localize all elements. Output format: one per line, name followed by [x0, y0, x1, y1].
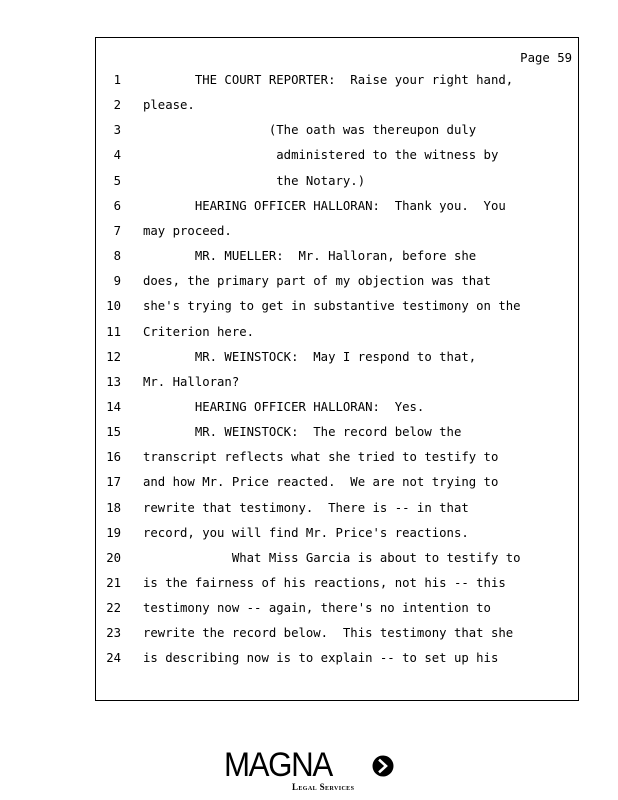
line-text: record, you will find Mr. Price's reactions.	[143, 525, 469, 540]
transcript-line	[96, 347, 580, 367]
line-text: does, the primary part of my objection was that	[143, 274, 491, 289]
transcript-line	[96, 246, 580, 266]
line-number: 3	[113, 123, 121, 138]
line-number: 2	[113, 98, 121, 113]
page-number: Page 59	[520, 51, 572, 65]
line-text: Criterion here.	[143, 324, 255, 339]
transcript-line	[96, 70, 580, 90]
line-text: transcript reflects what she tried to testify to	[143, 450, 499, 465]
transcript-line	[96, 498, 580, 518]
line-number: 22	[106, 601, 121, 616]
line-text: (The oath was thereupon duly	[143, 123, 477, 138]
line-number: 8	[113, 249, 121, 264]
transcript-line	[96, 397, 580, 417]
line-number: 21	[106, 576, 121, 590]
line-text: Mr. Halloran?	[143, 374, 240, 389]
line-number: 18	[106, 500, 121, 515]
transcript-line	[96, 598, 580, 618]
transcript-line	[96, 447, 580, 467]
line-number: 6	[113, 198, 121, 213]
line-number: 20	[106, 550, 121, 565]
transcript-line	[96, 573, 580, 593]
arrow-circle-icon	[372, 755, 394, 777]
line-text: MR. WEINSTOCK: The record below the	[143, 425, 462, 440]
transcript-line	[96, 472, 580, 492]
line-text: the Notary.)	[143, 173, 366, 188]
line-text: THE COURT REPORTER: Raise your right hand,	[143, 73, 514, 87]
line-number: 7	[113, 223, 121, 238]
transcript-line	[96, 523, 580, 543]
transcript-line	[96, 196, 580, 216]
transcript-line	[96, 623, 580, 643]
line-text: What Miss Garcia is about to testify to	[143, 550, 521, 565]
transcript-line	[96, 648, 580, 668]
line-number: 13	[106, 374, 121, 389]
line-number: 23	[106, 626, 121, 641]
line-number: 19	[106, 525, 121, 540]
transcript-line	[96, 171, 580, 191]
transcript-line	[96, 95, 580, 115]
line-text: testimony now -- again, there's no intention to	[143, 601, 491, 616]
line-text: please.	[143, 98, 195, 113]
transcript-page	[95, 37, 579, 701]
line-text: may proceed.	[143, 223, 232, 238]
line-number: 11	[106, 324, 121, 339]
line-text: HEARING OFFICER HALLORAN: Thank you. You	[143, 198, 506, 213]
transcript-line	[96, 422, 580, 442]
line-text: MR. MUELLER: Mr. Halloran, before she	[143, 249, 477, 264]
line-text: and how Mr. Price reacted. We are not trying to	[143, 475, 499, 490]
transcript-line	[96, 296, 580, 316]
line-number: 4	[113, 148, 121, 163]
line-number: 24	[106, 651, 121, 666]
magna-logo	[224, 747, 396, 793]
line-number: 14	[106, 399, 121, 414]
line-text: HEARING OFFICER HALLORAN: Yes.	[143, 399, 425, 414]
line-text: MR. WEINSTOCK: May I respond to that,	[143, 349, 477, 364]
line-text: administered to the witness by	[143, 148, 499, 163]
transcript-line	[96, 221, 580, 241]
transcript-line	[96, 372, 580, 392]
line-number: 17	[106, 475, 121, 490]
line-number: 16	[106, 450, 121, 465]
line-text: is describing now is to explain -- to set up his	[143, 651, 499, 666]
transcript-line	[96, 120, 580, 140]
line-number: 12	[106, 349, 121, 364]
line-text: she's trying to get in substantive testimony on the	[143, 299, 521, 314]
transcript-line	[96, 548, 580, 568]
transcript-line	[96, 145, 580, 165]
line-number: 10	[106, 299, 121, 314]
logo-tagline: Legal Services	[292, 782, 355, 792]
line-text: is the fairness of his reactions, not his -- this	[143, 576, 506, 590]
line-number: 1	[113, 73, 121, 87]
transcript-line	[96, 271, 580, 291]
line-text: rewrite that testimony. There is -- in that	[143, 500, 469, 515]
line-text: rewrite the record below. This testimony that she	[143, 626, 514, 641]
line-number: 15	[106, 425, 121, 440]
line-number: 5	[113, 173, 121, 188]
transcript-line	[96, 322, 580, 342]
line-number: 9	[113, 274, 121, 289]
logo-wordmark: MAGNA	[224, 746, 332, 784]
